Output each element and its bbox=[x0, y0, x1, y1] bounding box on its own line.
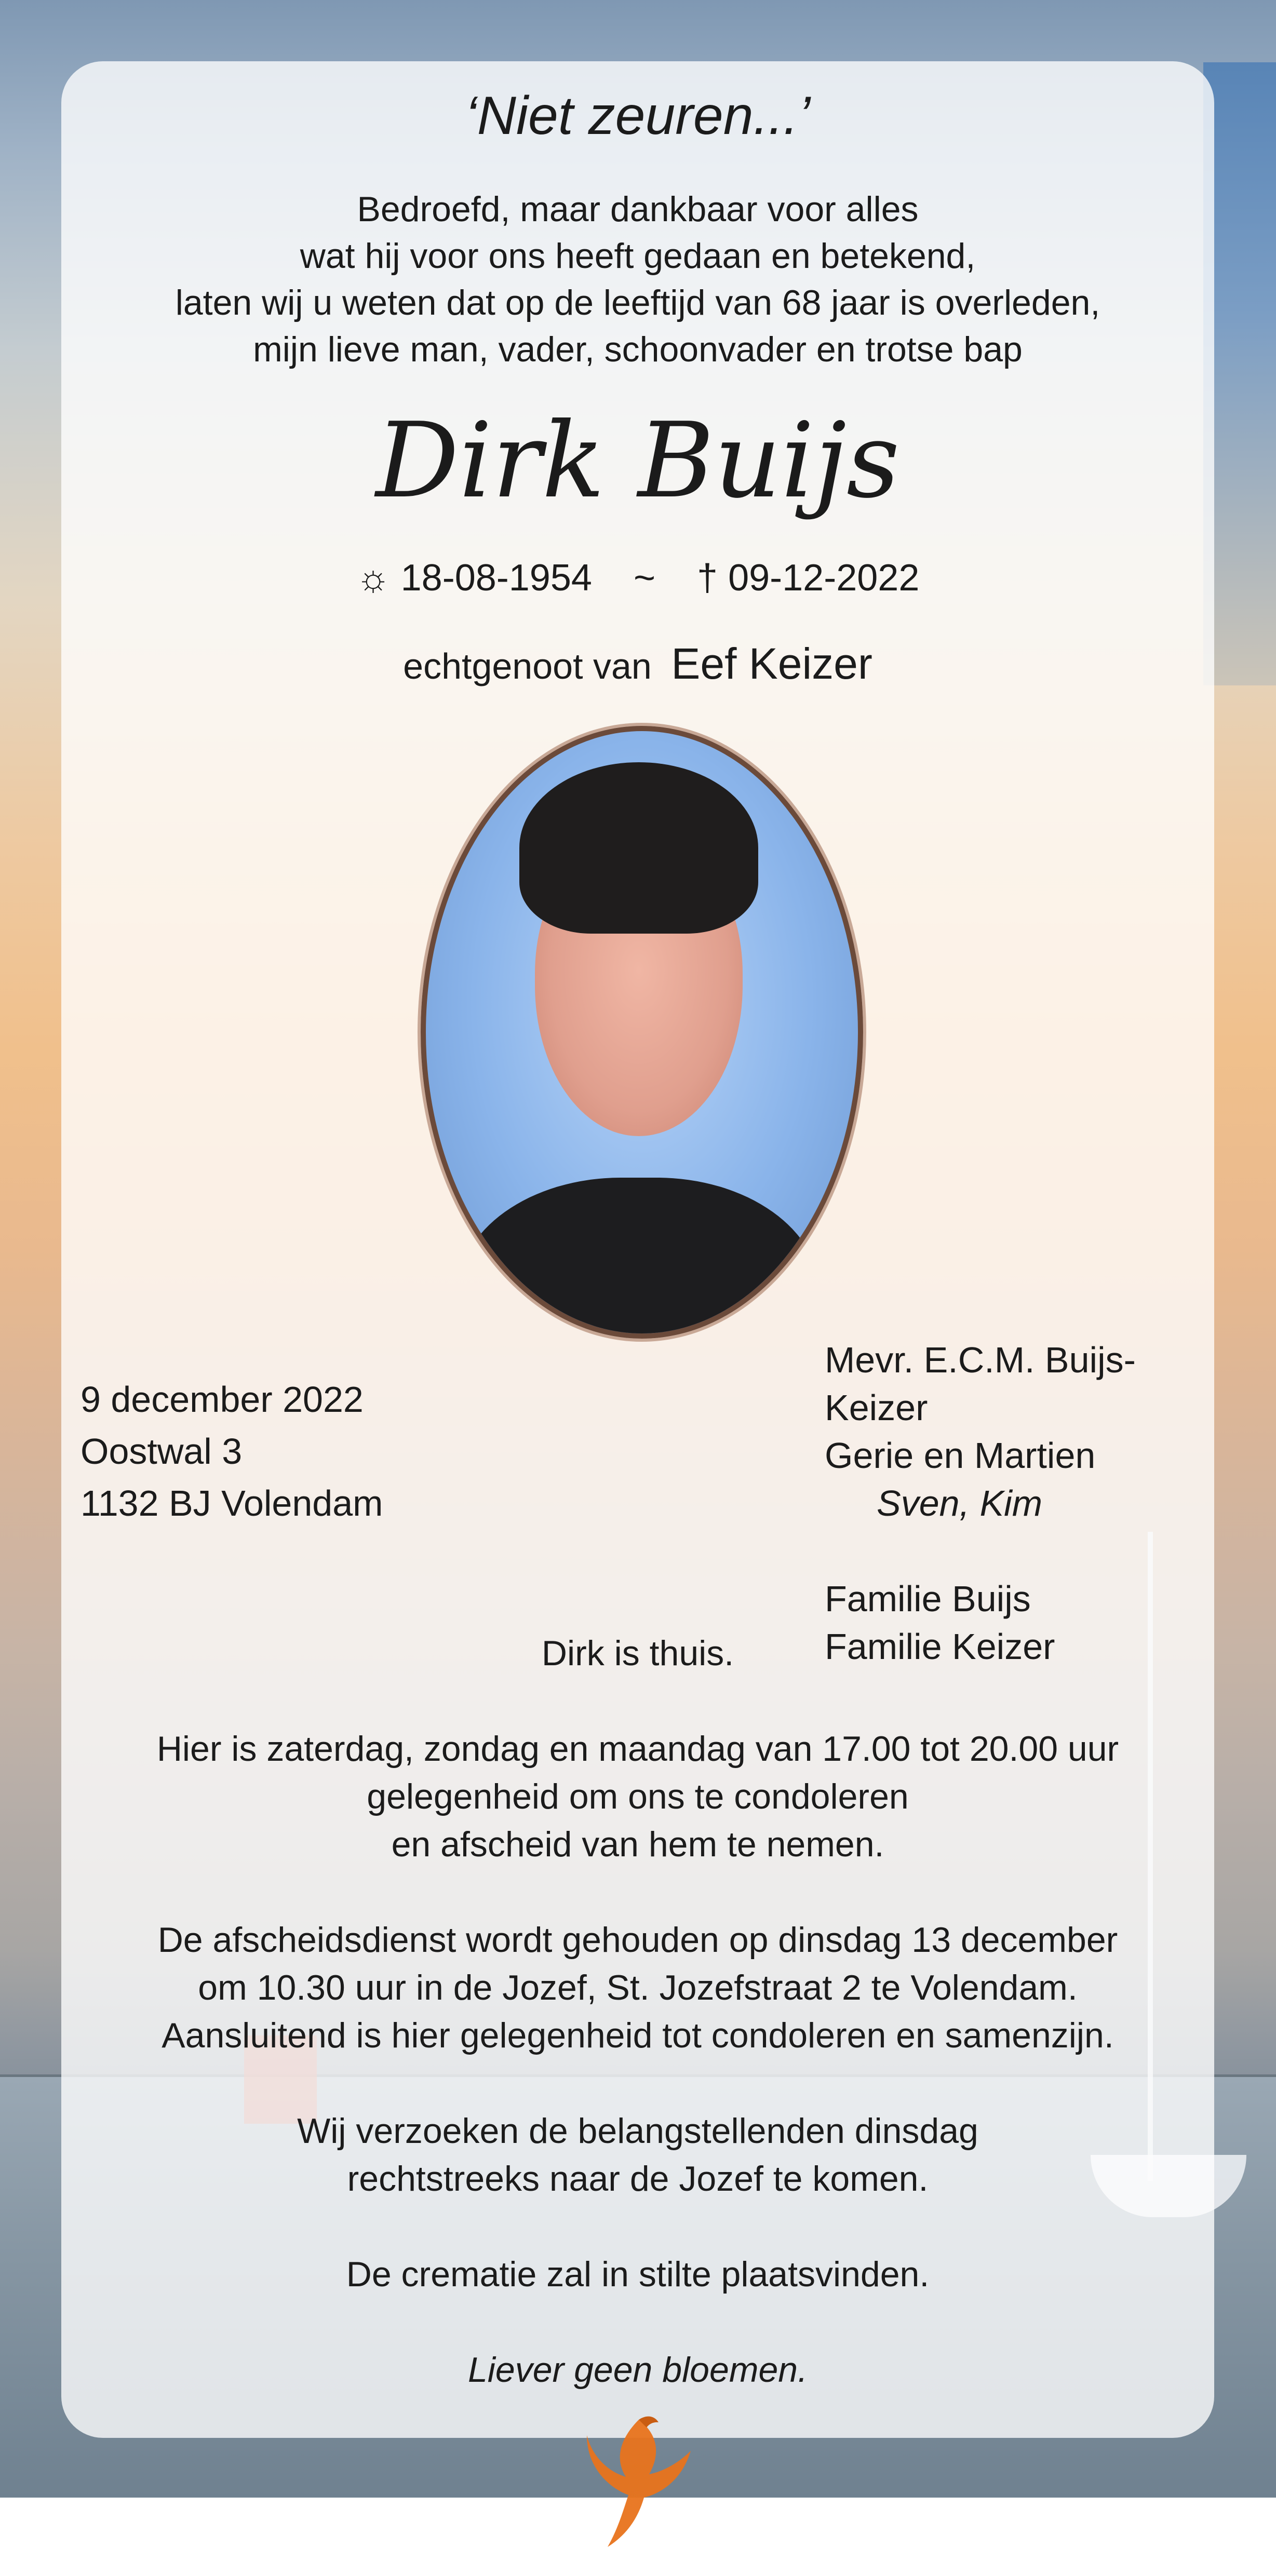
intro-line: laten wij u weten dat op de leeftijd van 68 jaar is overleden, bbox=[175, 283, 1100, 322]
spacer bbox=[61, 2059, 1214, 2107]
family-line: Mevr. E.C.M. Buijs-Keizer bbox=[825, 1340, 1136, 1428]
background-sky bbox=[1203, 62, 1276, 685]
grandchildren: Sven, Kim bbox=[877, 1483, 1042, 1523]
life-dates bbox=[61, 555, 1214, 601]
body-line: rechtstreeks naar de Jozef te komen. bbox=[347, 2159, 929, 2199]
intro-line: mijn lieve man, vader, schoonvader en trotse bap bbox=[253, 330, 1023, 369]
family-line: Familie Buijs bbox=[825, 1579, 1031, 1619]
obituary-card bbox=[61, 61, 1214, 2438]
body-line: Aansluitend is hier gelegenheid tot condoleren en samenzijn. bbox=[162, 2016, 1114, 2055]
portrait-hair bbox=[519, 762, 758, 934]
body-line: Hier is zaterdag, zondag en maandag van 17.00 tot 20.00 uur bbox=[156, 1729, 1119, 1769]
spacer bbox=[61, 1677, 1214, 1725]
intro-line: wat hij voor ons heeft gedaan en betekend, bbox=[300, 236, 976, 276]
family-line: Familie Keizer bbox=[825, 1626, 1055, 1667]
intro-line: Bedroefd, maar dankbaar voor alles bbox=[357, 190, 919, 229]
address-street: Oostwal 3 bbox=[80, 1431, 243, 1472]
motto: ‘Niet zeuren...’ bbox=[465, 86, 811, 146]
intro-text bbox=[61, 186, 1214, 373]
body-line: om 10.30 uur in de Jozef, St. Jozefstraat 2 te Volendam. bbox=[198, 1968, 1078, 2007]
date-separator: ~ bbox=[633, 557, 655, 599]
deceased-name: Dirk Buijs bbox=[375, 400, 900, 521]
spacer bbox=[61, 2203, 1214, 2250]
body-line: De afscheidsdienst wordt gehouden op dinsdag 13 december bbox=[157, 1920, 1118, 1960]
address-block bbox=[80, 1373, 383, 1529]
spouse-prefix: echtgenoot van bbox=[403, 646, 652, 686]
body-line: Dirk is thuis. bbox=[541, 1634, 734, 1673]
spacer bbox=[825, 1527, 1214, 1575]
address-date: 9 december 2022 bbox=[80, 1379, 364, 1420]
body-line: en afscheid van hem te nemen. bbox=[391, 1825, 884, 1864]
body-line: gelegenheid om ons te condoleren bbox=[367, 1777, 909, 1816]
portrait-photo bbox=[421, 726, 863, 1339]
sun-icon: ☼ bbox=[356, 557, 391, 599]
dove-icon bbox=[576, 2399, 701, 2555]
death-date: 09-12-2022 bbox=[728, 557, 920, 599]
family-line: Gerie en Martien bbox=[825, 1435, 1096, 1476]
body-line: Wij verzoeken de belangstellenden dinsdag bbox=[297, 2111, 978, 2151]
birth-date: 18-08-1954 bbox=[400, 557, 592, 599]
spacer bbox=[61, 2298, 1214, 2346]
family-list bbox=[825, 1336, 1214, 1670]
cross-icon: † bbox=[697, 557, 718, 599]
spouse-line bbox=[61, 640, 1214, 690]
ceremony-details bbox=[61, 1629, 1214, 2394]
portrait-shirt bbox=[457, 1178, 821, 1339]
address-city: 1132 BJ Volendam bbox=[80, 1483, 383, 1523]
spouse-name: Eef Keizer bbox=[671, 639, 872, 688]
closing-note: Liever geen bloemen. bbox=[467, 2350, 808, 2390]
body-line: De crematie zal in stilte plaatsvinden. bbox=[346, 2255, 930, 2294]
spacer bbox=[61, 1868, 1214, 1916]
